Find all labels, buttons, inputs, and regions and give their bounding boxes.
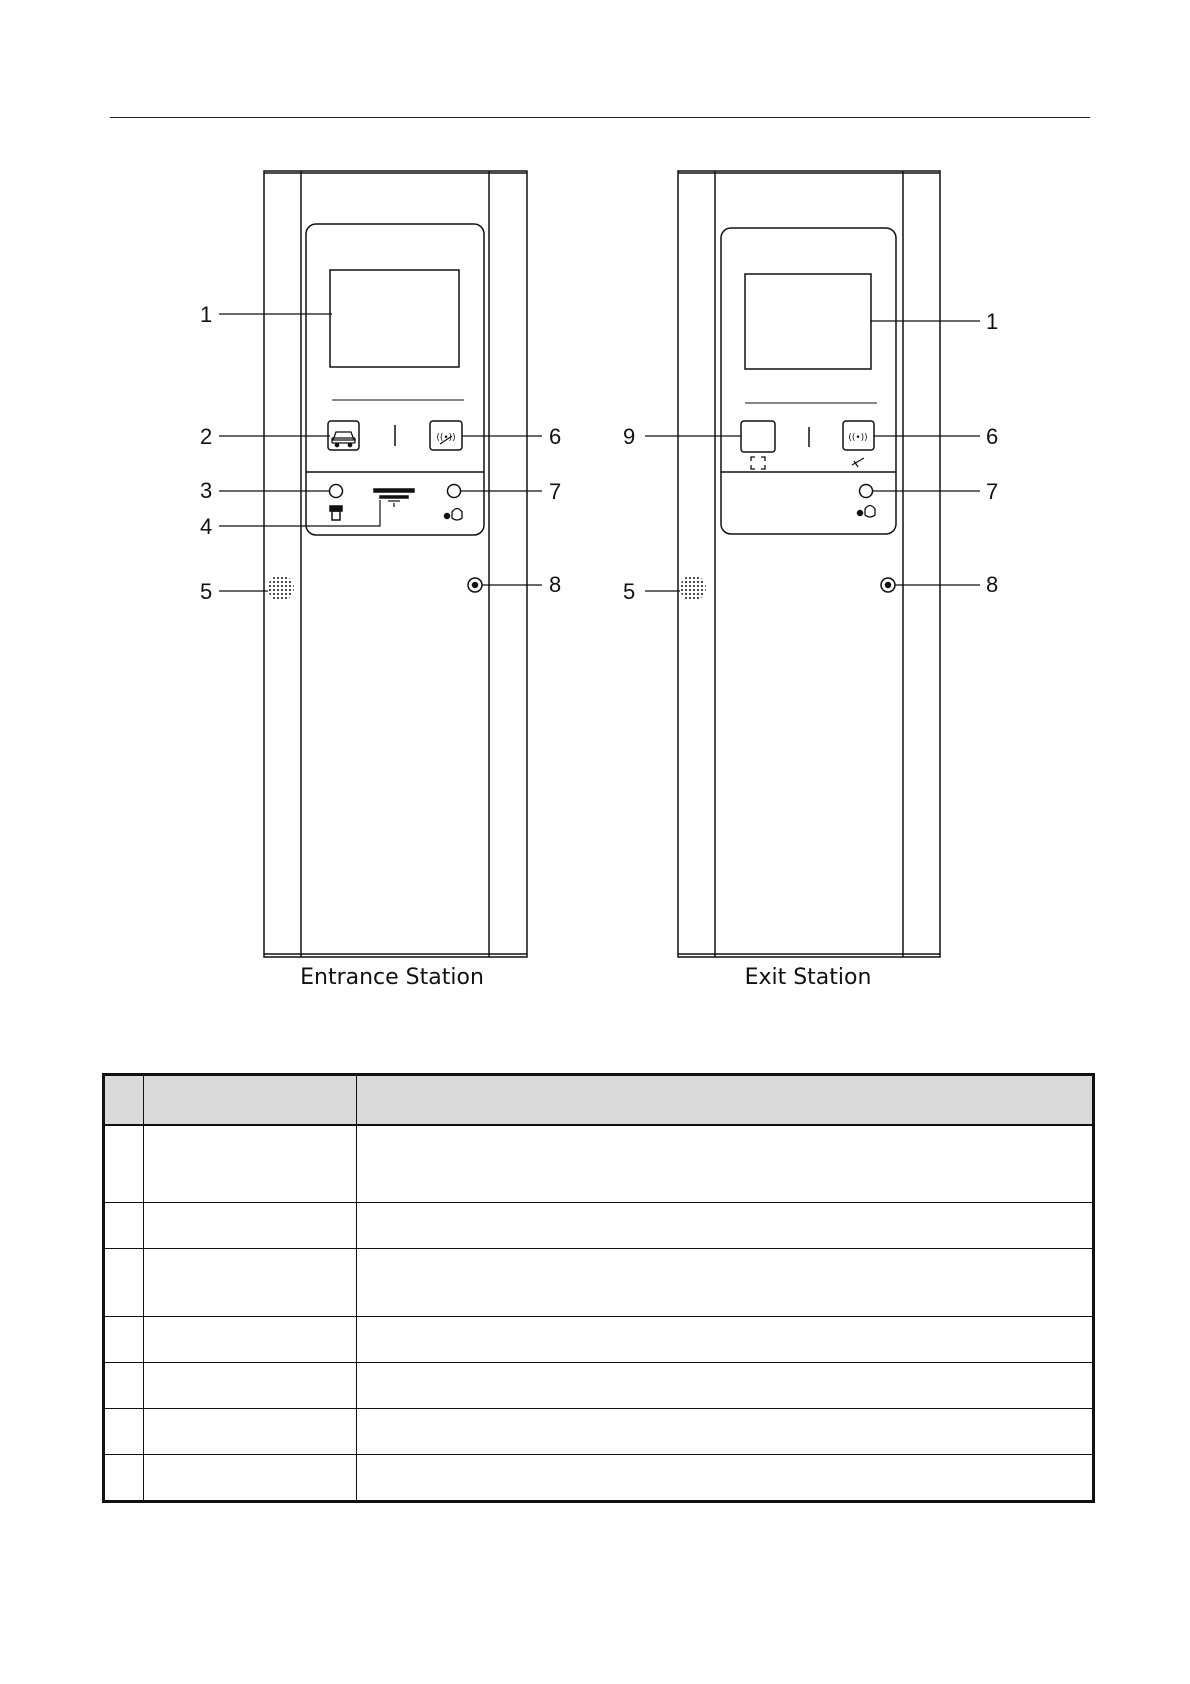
caption-exit-station: Exit Station bbox=[744, 965, 872, 990]
entrance-ticket-indicator bbox=[330, 485, 343, 498]
intercom-icon bbox=[858, 506, 876, 518]
callout-entrance-card-reader: 6 bbox=[549, 424, 562, 449]
callout-entrance-ticket-indicator: 3 bbox=[200, 478, 213, 503]
row-description bbox=[357, 1408, 1094, 1454]
entrance-station bbox=[219, 171, 542, 957]
callout-entrance-speaker: 5 bbox=[200, 579, 213, 604]
row-no bbox=[104, 1408, 144, 1454]
row-name bbox=[144, 1362, 357, 1408]
entrance-cabinet bbox=[264, 171, 527, 957]
entrance-leader-lines bbox=[219, 314, 542, 591]
row-name bbox=[144, 1454, 357, 1501]
callout-exit-screen: 1 bbox=[986, 309, 999, 334]
row-no bbox=[104, 1202, 144, 1248]
table-row bbox=[104, 1202, 1094, 1248]
exit-intercom-indicator bbox=[860, 485, 873, 498]
row-no bbox=[104, 1316, 144, 1362]
caption-entrance-station: Entrance Station bbox=[300, 965, 484, 990]
lock-icon bbox=[468, 578, 482, 592]
exit-station bbox=[645, 171, 980, 957]
table-row bbox=[104, 1125, 1094, 1202]
exit-cabinet bbox=[678, 171, 940, 957]
callout-entrance-ticket-slot: 4 bbox=[200, 514, 213, 539]
header-no bbox=[104, 1075, 144, 1126]
entrance-display-screen bbox=[330, 270, 459, 367]
callout-exit-card-reader: 6 bbox=[986, 424, 999, 449]
components-table bbox=[102, 1073, 1095, 1503]
qr-scan-icon bbox=[741, 421, 775, 469]
row-description bbox=[357, 1202, 1094, 1248]
ticket-icon bbox=[330, 506, 342, 520]
row-description bbox=[357, 1248, 1094, 1316]
callout-entrance-intercom: 7 bbox=[549, 479, 562, 504]
intercom-icon bbox=[445, 509, 463, 521]
nfc-card-icon bbox=[430, 421, 462, 450]
entrance-intercom-indicator bbox=[448, 485, 461, 498]
table-row bbox=[104, 1362, 1094, 1408]
row-name bbox=[144, 1248, 357, 1316]
exit-leader-lines bbox=[645, 321, 980, 591]
row-description bbox=[357, 1454, 1094, 1501]
row-no bbox=[104, 1125, 144, 1202]
car-icon bbox=[328, 421, 359, 450]
row-description bbox=[357, 1125, 1094, 1202]
table-row bbox=[104, 1248, 1094, 1316]
row-no bbox=[104, 1454, 144, 1501]
callout-entrance-lock: 8 bbox=[549, 572, 562, 597]
row-no bbox=[104, 1362, 144, 1408]
table-row bbox=[104, 1408, 1094, 1454]
callout-exit-lock: 8 bbox=[986, 572, 999, 597]
row-no bbox=[104, 1248, 144, 1316]
table-row bbox=[104, 1316, 1094, 1362]
exit-display-screen bbox=[745, 274, 871, 369]
callout-entrance-vehicle-button: 2 bbox=[200, 424, 213, 449]
row-description bbox=[357, 1316, 1094, 1362]
callout-exit-qr-scanner: 9 bbox=[623, 424, 636, 449]
table-header-row bbox=[104, 1075, 1094, 1126]
speaker-grille-icon bbox=[268, 575, 294, 601]
callout-exit-speaker: 5 bbox=[623, 579, 636, 604]
svg-text:((•)): ((•)) bbox=[848, 433, 868, 443]
row-name bbox=[144, 1125, 357, 1202]
row-name bbox=[144, 1408, 357, 1454]
speaker-grille-icon bbox=[680, 575, 706, 601]
nfc-card-icon bbox=[843, 421, 874, 467]
callout-entrance-screen: 1 bbox=[200, 302, 213, 327]
row-name bbox=[144, 1202, 357, 1248]
row-name bbox=[144, 1316, 357, 1362]
table-row bbox=[104, 1454, 1094, 1501]
lock-icon bbox=[881, 578, 895, 592]
header-name bbox=[144, 1075, 357, 1126]
callout-exit-intercom: 7 bbox=[986, 479, 999, 504]
header-description bbox=[357, 1075, 1094, 1126]
row-description bbox=[357, 1362, 1094, 1408]
svg-text:((•)): ((•)) bbox=[436, 433, 456, 443]
